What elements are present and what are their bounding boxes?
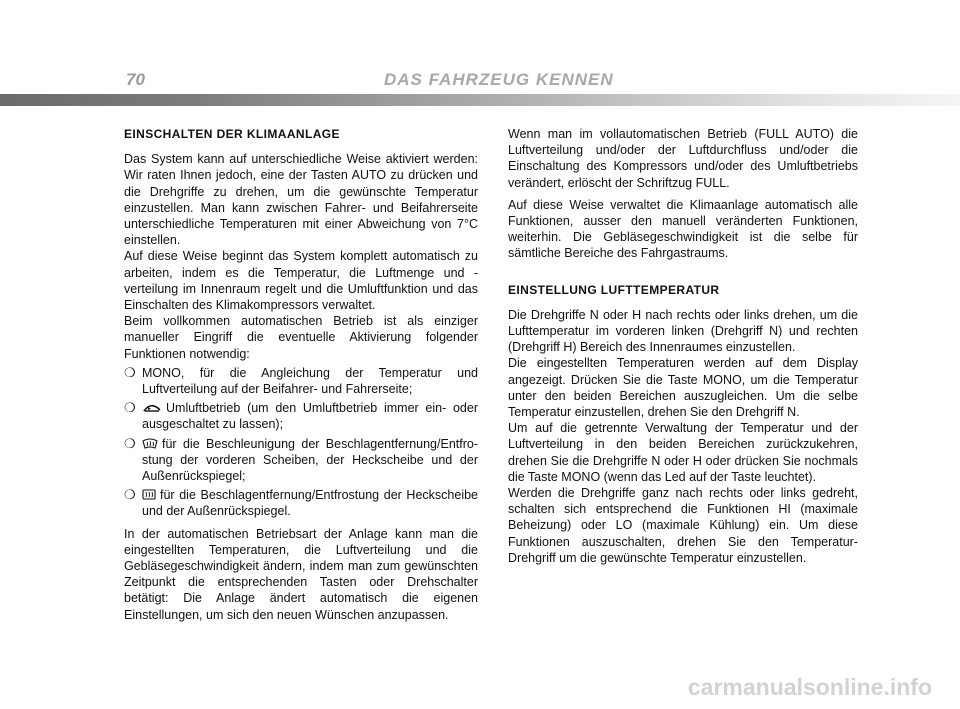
list-item-text: Umluftbetrieb (um den Umluftbetrieb immer ein- oder ausgeschaltet zu lassen); <box>142 401 478 432</box>
chapter-title: DAS FAHRZEUG KENNEN <box>384 70 614 89</box>
list-item-recirculation <box>124 400 478 432</box>
page-header <box>0 60 960 90</box>
list-item-rear-defrost <box>124 487 478 519</box>
paragraph: Beim vollkommen automatischen Betrieb ist als einziger manueller Eingriff die eventuelle Aktivierung folgender Funktionen notwendig: <box>124 314 478 361</box>
list-item-text: für die Beschleunigung der Beschlagentfernung/Entfrostung der vorderen Scheiben, der Heckscheibe und der Außenrückspiegel; <box>142 436 478 484</box>
section-heading-einschalten: EINSCHALTEN DER KLIMAANLAGE <box>124 127 340 141</box>
paragraph: Wenn man im vollautomatischen Betrieb (FULL AUTO) die Luftverteilung und/oder der Luftdurchfluss und/oder die Einschaltung des Kompressors und/oder des Umluftbetriebs verändert, erlöscht der Schriftzug FULL. <box>508 127 858 190</box>
bullet-icon: ❍ <box>124 487 136 503</box>
paragraph: Um auf die getrennte Verwaltung der Temperatur und der Luftverteilung in den beiden Bereichen zurückzukehren, drehen Sie die Drehgriffe N oder H oder drücken Sie nochmals die Taste MONO (wenn das Led auf der Taste leuchtet). <box>508 421 858 484</box>
list-item-windscreen-defrost <box>124 436 478 485</box>
paragraph: Werden die Drehgriffe ganz nach rechts oder links gedreht, schalten sich entsprechend die Funktionen HI (maximale Beheizung) oder LO (maximale Kühlung) ein. Um diese Funktionen auszuschalten, drehen Sie den Temperatur-Drehgriff um die gewünschte Temperatur einzustellen. <box>508 486 858 565</box>
list-item-mono <box>124 365 478 397</box>
paragraph: Die eingestellten Temperaturen werden auf dem Display angezeigt. Drücken Sie die Taste MONO, um die Temperatur unter den beiden Bereichen auszugleichen. Um die selbe Temperatur einzustellen, drehen Sie den Drehgriff N. <box>508 356 858 420</box>
bullet-icon: ❍ <box>124 435 136 451</box>
header-rule <box>0 94 960 106</box>
list-item-text: für die Beschlagentfernung/Entfrostung der Heckscheibe und der Außenrückspiegel. <box>142 488 478 519</box>
watermark: carmanualsonline.info <box>687 674 932 700</box>
right-column <box>508 126 858 566</box>
paragraph: In der automatischen Betriebsart der Anlage kann man die eingestellten Temperaturen, die Luftverteilung und die Gebläsegeschwindigkeit ändern, indem man zum gewünschten Zeitpunkt die entsprechenden Tasten oder Drehschalter betätigt: Die Anlage ändert automatisch die eigenen Einstellungen, um sich den neuen Wünschen anzupassen. <box>124 526 478 622</box>
paragraph: Auf diese Weise beginnt das System komplett automatisch zu arbeiten, indem es die Temperatur, die Luftmenge und -verteilung im Innenraum regelt und die Umluftfunktion und das Einschalten des Klimakompressors verwaltet. <box>124 249 478 313</box>
windscreen-defrost-icon <box>142 438 158 449</box>
paragraph: Die Drehgriffe N oder H nach rechts oder links drehen, um die Lufttemperatur im vorderen linken (Drehgriff N) und rechten (Drehgriff H) Bereich des Innenraumes einzustellen. <box>508 307 858 355</box>
recirculation-icon <box>142 402 162 413</box>
list-item-text: MONO, für die Angleichung der Temperatur und Luftverteilung auf der Beifahrer- und Fahrerseite; <box>142 365 478 397</box>
section-heading-lufttemperatur: EINSTELLUNG LUFTTEMPERATUR <box>508 282 720 297</box>
paragraph: Auf diese Weise verwaltet die Klimaanlage automatisch alle Funktionen, ausser den manuell veränderten Funktionen, weiterhin. Die Gebläsegeschwindigkeit ist die selbe für sämtliche Bereiche des Fahrgastraums. <box>508 197 858 261</box>
bullet-icon: ❍ <box>124 364 136 380</box>
bullet-icon: ❍ <box>124 400 136 416</box>
left-column <box>124 126 478 623</box>
paragraph: Das System kann auf unterschiedliche Weise aktiviert werden: Wir raten Ihnen jedoch, eine der Tasten AUTO zu drücken und die Drehgriffe zu drehen, um die gewünschte Temperatur einzustellen. Man kann zwischen Fahrer- und Beifahrerseite unterschiedliche Temperaturen mit einer Abweichung von 7°C einstellen. <box>124 152 478 248</box>
rear-defrost-icon <box>142 489 156 500</box>
page-number: 70 <box>126 70 145 89</box>
